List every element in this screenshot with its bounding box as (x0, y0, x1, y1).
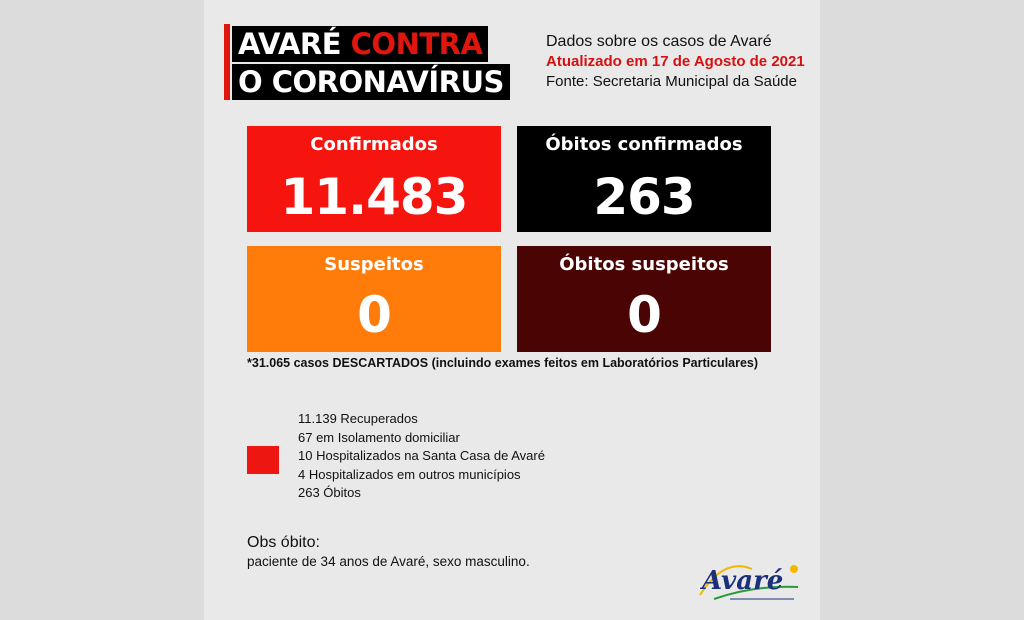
suspected-value: 0 (357, 286, 391, 344)
status-list (298, 410, 545, 503)
title-white-text: AVARÉ (238, 27, 351, 61)
legend-color-square (247, 446, 279, 474)
covid-bulletin-poster (204, 0, 820, 620)
status-item-hospitalized-santa-casa: 10 Hospitalizados na Santa Casa de Avaré (298, 448, 545, 463)
bulletin-info (546, 32, 806, 92)
campaign-title (224, 24, 504, 100)
confirmed-value: 11.483 (280, 168, 468, 226)
suspected-deaths-label: Óbitos suspeitos (559, 254, 729, 275)
avare-city-logo (694, 555, 804, 607)
left-margin (0, 0, 204, 620)
obs-title: Obs óbito: (247, 534, 320, 551)
confirmed-deaths-box (517, 126, 771, 232)
discarded-cases-note: *31.065 casos DESCARTADOS (incluindo exames feitos em Laboratórios Particulares) (247, 356, 759, 370)
confirmed-label: Confirmados (310, 134, 438, 155)
suspected-deaths-box (517, 246, 771, 352)
suspected-deaths-value: 0 (627, 286, 661, 344)
title-line-1 (232, 26, 488, 62)
title-red-text: CONTRA (350, 27, 483, 61)
obs-text: paciente de 34 anos de Avaré, sexo masculino. (247, 554, 530, 569)
status-item-deaths: 263 Óbitos (298, 485, 361, 500)
status-item-recovered: 11.139 Recuperados (298, 411, 418, 426)
title-line-2: O CORONAVÍRUS (232, 64, 510, 100)
status-item-hospitalized-other: 4 Hospitalizados em outros municípios (298, 466, 521, 482)
confirmed-cases-box (247, 126, 501, 232)
confirmed-deaths-label: Óbitos confirmados (545, 134, 743, 155)
logo-wordmark: Avaré (702, 566, 784, 596)
title-accent-bar (224, 24, 230, 100)
confirmed-deaths-value: 263 (593, 168, 695, 226)
info-heading: Dados sobre os casos de Avaré (546, 33, 772, 50)
status-item-home-isolation: 67 em Isolamento domiciliar (298, 429, 460, 445)
right-margin (820, 0, 1024, 620)
suspected-cases-box (247, 246, 501, 352)
info-source: Fonte: Secretaria Municipal da Saúde (546, 73, 797, 90)
suspected-label: Suspeitos (324, 254, 424, 275)
avare-logo-icon (694, 555, 804, 607)
info-updated-date: Atualizado em 17 de Agosto de 2021 (546, 53, 805, 70)
